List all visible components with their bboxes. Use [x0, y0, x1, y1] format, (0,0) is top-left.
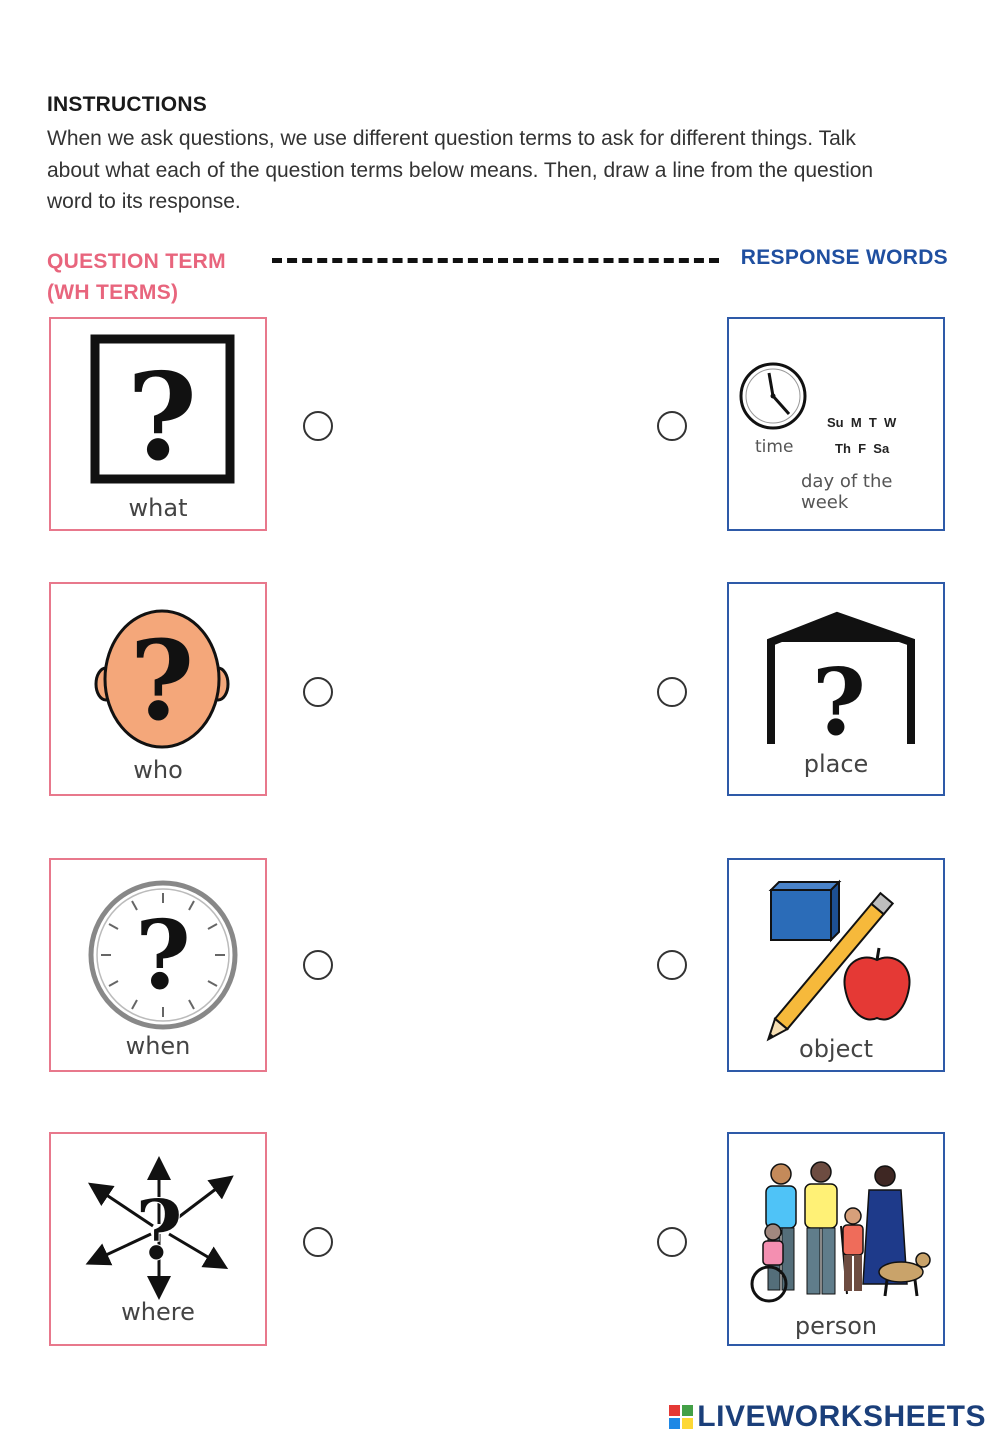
liveworksheets-wordmark: LIVEWORKSHEETS: [697, 1400, 986, 1433]
response-card-place: [727, 582, 945, 796]
header-dashed-divider: [272, 258, 719, 263]
svg-text:?: ?: [812, 648, 866, 756]
question-card-label: what: [128, 494, 188, 522]
svg-text:?: ?: [134, 1183, 184, 1279]
response-card-person: [727, 1132, 945, 1346]
day-of-week-label: day of the week: [801, 471, 893, 513]
response-card-label: place: [803, 750, 869, 778]
response-dot-place[interactable]: [657, 677, 687, 707]
response-card-object: [727, 858, 945, 1072]
question-term-header-line2: (WH TERMS): [47, 281, 179, 304]
weekday-row-2: Th F Sa: [835, 441, 890, 456]
question-term-header-line1: QUESTION TERM: [47, 250, 226, 273]
instructions-title: INSTRUCTIONS: [47, 93, 207, 116]
instructions-text: When we ask questions, we use different question terms to ask for different things. Talk about what each of the question terms below means. Then, draw a line from the question word to its response.: [47, 127, 874, 213]
response-dot-person[interactable]: [657, 1227, 687, 1257]
response-dot-time[interactable]: [657, 411, 687, 441]
question-dot-when[interactable]: [303, 950, 333, 980]
response-words-header: RESPONSE WORDS: [740, 246, 948, 269]
liveworksheets-logo-icon: [669, 1405, 693, 1429]
response-card-label: person: [794, 1312, 878, 1340]
svg-text:?: ?: [129, 616, 195, 745]
question-dot-what[interactable]: [303, 411, 333, 441]
question-term-header: [47, 246, 226, 308]
question-card-label: when: [125, 1032, 191, 1060]
svg-text:?: ?: [135, 900, 191, 1011]
question-card-when: [49, 858, 267, 1072]
weekday-row-1: Su M T W: [827, 415, 897, 430]
question-card-what: [49, 317, 267, 531]
response-card-label: object: [799, 1035, 873, 1063]
response-dot-object[interactable]: [657, 950, 687, 980]
svg-text:?: ?: [126, 347, 198, 488]
time-label: time: [755, 437, 794, 457]
response-card-time: [727, 317, 945, 531]
question-dot-who[interactable]: [303, 677, 333, 707]
liveworksheets-logo: [669, 1400, 986, 1434]
question-card-who: [49, 582, 267, 796]
question-card-where: [49, 1132, 267, 1346]
question-dot-where[interactable]: [303, 1227, 333, 1257]
question-card-label: who: [133, 756, 183, 784]
question-card-label: where: [121, 1298, 195, 1326]
